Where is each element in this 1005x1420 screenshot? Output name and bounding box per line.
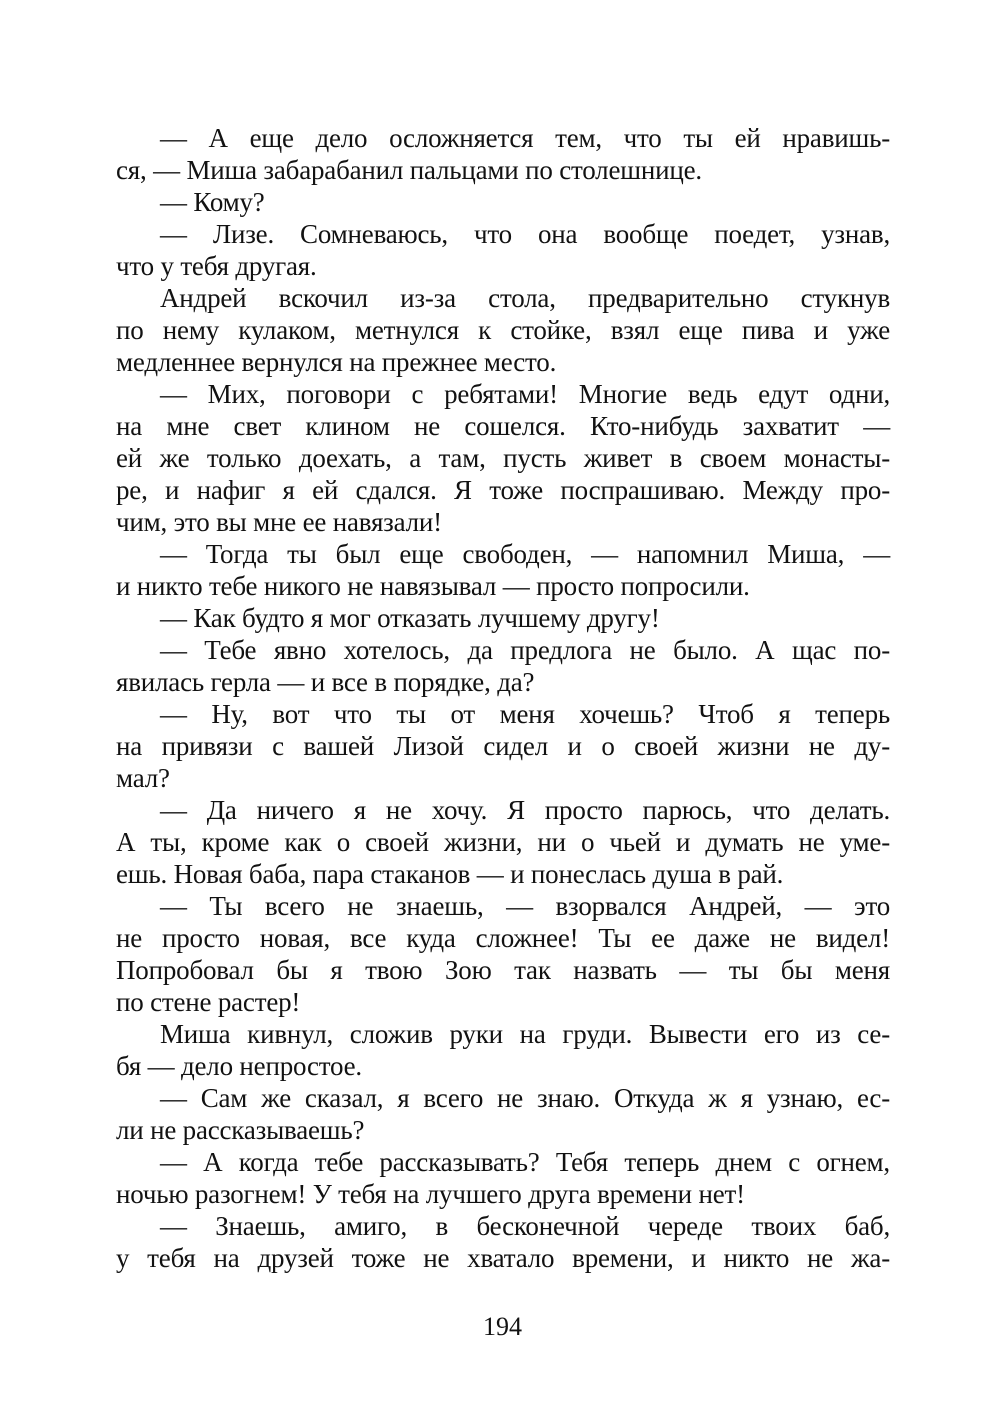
text-block — [116, 122, 890, 1274]
text-line: чим, это вы мне ее навязали! — [116, 507, 442, 537]
text-line: ей же только доехать, а там, пусть живет в своем монасты- — [116, 443, 890, 473]
text-line: — А еще дело осложняется тем, что ты ей нравишь- — [160, 123, 890, 153]
text-line: медленнее вернулся на прежнее место. — [116, 347, 557, 377]
text-line: А ты, кроме как о своей жизни, ни о чьей и думать не уме- — [116, 827, 890, 857]
paragraph — [116, 1018, 890, 1082]
text-line: — Знаешь, амиго, в бесконечной череде твоих баб, — [160, 1211, 890, 1241]
text-line: не просто новая, все куда сложнее! Ты ее даже не видел! — [116, 923, 890, 953]
paragraph — [116, 218, 890, 282]
paragraph — [116, 538, 890, 602]
paragraph — [116, 1082, 890, 1146]
paragraph — [116, 1210, 890, 1274]
text-line: — Кому? — [160, 187, 265, 217]
paragraph — [116, 890, 890, 1018]
paragraph — [116, 186, 890, 218]
text-line: — Ты всего не знаешь, — взорвался Андрей, — это — [160, 891, 890, 921]
text-line: по нему кулаком, метнулся к стойке, взял еще пива и уже — [116, 315, 890, 345]
text-line: ли не рассказываешь? — [116, 1115, 365, 1145]
text-line: у тебя на друзей тоже не хватало времени, и никто не жа- — [116, 1243, 890, 1273]
paragraph — [116, 794, 890, 890]
text-line: — Ну, вот что ты от меня хочешь? Чтоб я теперь — [160, 699, 890, 729]
text-line: — Лизе. Сомневаюсь, что она вообще поедет, узнав, — [160, 219, 890, 249]
text-line: Миша кивнул, сложив руки на груди. Вывести его из се- — [160, 1019, 890, 1049]
paragraph — [116, 602, 890, 634]
text-line: — Да ничего я не хочу. Я просто парюсь, что делать. — [160, 795, 890, 825]
paragraph — [116, 122, 890, 186]
text-line: ся, — Миша забарабанил пальцами по столешнице. — [116, 155, 702, 185]
page-number: 194 — [483, 1312, 522, 1341]
text-line: Андрей вскочил из-за стола, предварительно стукнув — [160, 283, 890, 313]
text-line: на мне свет клином не сошелся. Кто-нибудь захватит — — [116, 411, 890, 441]
text-line: — Мих, поговори с ребятами! Многие ведь едут одни, — [160, 379, 890, 409]
text-line: ре, и нафиг я ей сдался. Я тоже поспрашиваю. Между про- — [116, 475, 890, 505]
text-line: что у тебя другая. — [116, 251, 317, 281]
text-line: — Тебе явно хотелось, да предлога не было. А щас по- — [160, 635, 890, 665]
text-line: бя — дело непростое. — [116, 1051, 362, 1081]
paragraph — [116, 378, 890, 538]
text-line: и никто тебе никого не навязывал — просто попросили. — [116, 571, 750, 601]
text-line: ешь. Новая баба, пара стаканов — и понеслась душа в рай. — [116, 859, 784, 889]
paragraph — [116, 282, 890, 378]
text-line: — А когда тебе рассказывать? Тебя теперь днем с огнем, — [160, 1147, 890, 1177]
text-line: — Как будто я мог отказать лучшему другу! — [160, 603, 660, 633]
paragraph — [116, 698, 890, 794]
text-line: мал? — [116, 763, 170, 793]
text-line: на привязи с вашей Лизой сидел и о своей жизни не ду- — [116, 731, 890, 761]
text-line: по стене растер! — [116, 987, 301, 1017]
text-line: ночью разогнем! У тебя на лучшего друга времени нет! — [116, 1179, 745, 1209]
paragraph — [116, 634, 890, 698]
paragraph — [116, 1146, 890, 1210]
text-line: Попробовал бы я твою Зою так назвать — ты бы меня — [116, 955, 890, 985]
text-line: явилась герла — и все в порядке, да? — [116, 667, 535, 697]
text-line: — Сам же сказал, я всего не знаю. Откуда ж я узнаю, ес- — [160, 1083, 890, 1113]
text-line: — Тогда ты был еще свободен, — напомнил Миша, — — [160, 539, 890, 569]
